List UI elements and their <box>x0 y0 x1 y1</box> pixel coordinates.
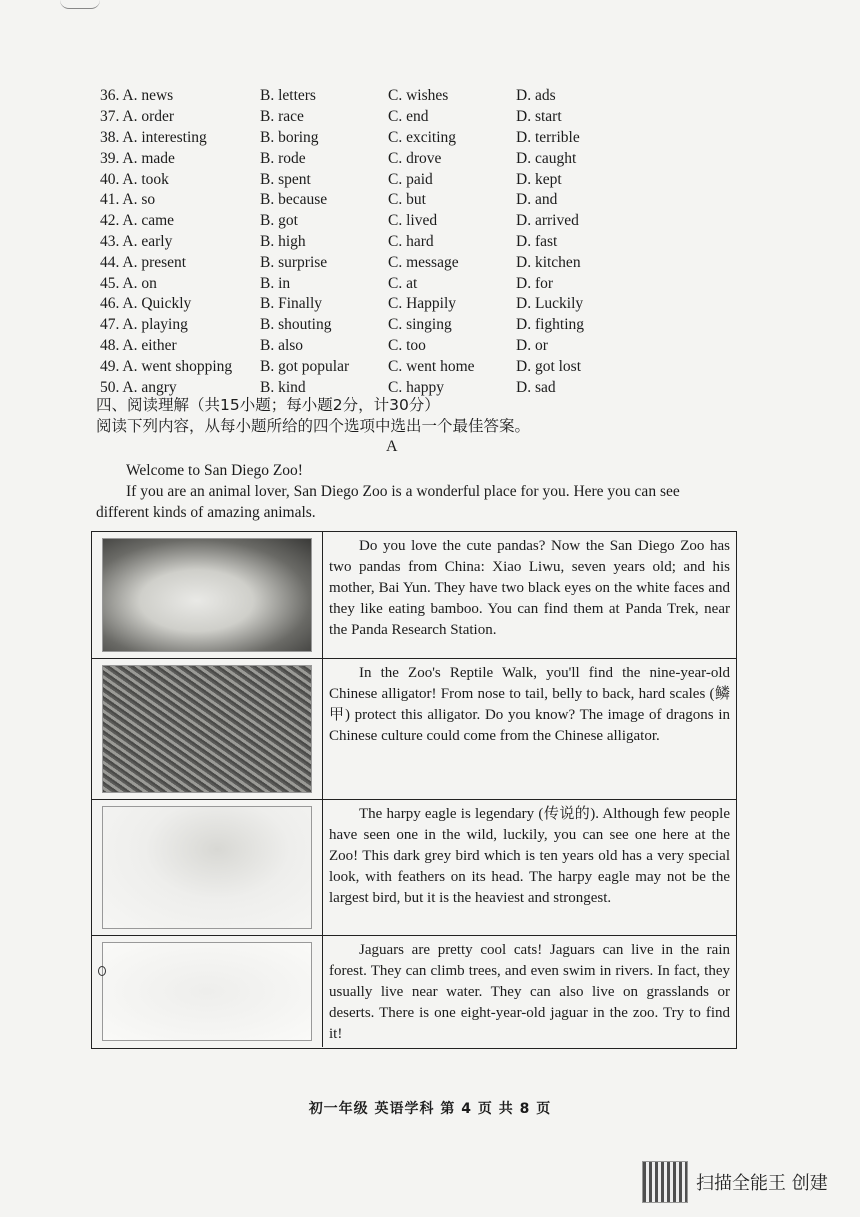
option-c: C. hard <box>388 232 434 250</box>
photo-cell <box>92 532 323 658</box>
option-c: C. lived <box>388 212 438 230</box>
section-title: 四、阅读理解（共15小题；每小题2分，计30分） <box>96 396 440 414</box>
passage-intro <box>96 460 732 523</box>
option-b: B. also <box>260 336 304 354</box>
page-footer: 初一年级 英语学科 第 4 页 共 8 页 <box>308 1101 552 1117</box>
option-d: D. start <box>516 108 562 126</box>
option-d: D. and <box>516 191 558 209</box>
option-d: D. fighting <box>516 316 585 334</box>
question-option-a: 49. A. went shopping <box>100 357 233 375</box>
table-row <box>92 532 736 659</box>
option-c: C. end <box>388 108 429 126</box>
option-row <box>100 336 620 357</box>
photo-cell <box>92 659 323 799</box>
option-b: B. got <box>260 212 298 230</box>
option-row <box>100 273 620 294</box>
option-c: C. at <box>388 274 418 292</box>
option-b: B. race <box>260 108 304 126</box>
option-d: D. got lost <box>516 357 582 375</box>
option-b: B. surprise <box>260 253 328 271</box>
option-row <box>100 128 620 149</box>
option-c: C. Happily <box>388 295 457 313</box>
option-b: B. kind <box>260 378 306 396</box>
table-row <box>92 800 736 936</box>
option-b: B. spent <box>260 170 311 188</box>
question-option-a: 44. A. present <box>100 253 187 271</box>
option-d: D. arrived <box>516 212 579 230</box>
option-row <box>100 232 620 253</box>
option-row <box>100 315 620 336</box>
option-c: C. paid <box>388 170 433 188</box>
animal-description: The harpy eagle is legendary (传说的). Although few people have seen one in the wild, luckily, you can see one here at the Zoo! This dark grey bird which is ten years old has a very special look, with feathers on its head. The harpy eagle may not be the largest bird, but it is the heaviest and strongest. <box>329 806 730 906</box>
option-row <box>100 211 620 232</box>
text-cell <box>323 532 736 658</box>
option-d: D. Luckily <box>516 295 584 313</box>
option-c: C. happy <box>388 378 444 396</box>
intro-text: If you are an animal lover, San Diego Zoo is a wonderful place for you. Here you can see different kinds of amazing animals. <box>96 483 680 521</box>
panda-photo <box>102 538 312 652</box>
option-c: C. went home <box>388 357 475 375</box>
eagle-photo <box>102 806 312 929</box>
option-c: C. but <box>388 191 426 209</box>
text-cell <box>323 936 736 1047</box>
option-b: B. because <box>260 191 328 209</box>
intro-title: Welcome to San Diego Zoo! <box>126 462 303 479</box>
option-c: C. drove <box>388 149 442 167</box>
animal-description: Do you love the cute pandas? Now the San Diego Zoo has two pandas from China: Xiao Liwu, seven years old; and his mother, Bai Yun. They have two black eyes on the white faces and they like eating bamboo. You can find them at Panda Trek, near the Panda Research Station. <box>329 538 730 638</box>
question-option-a: 38. A. interesting <box>100 128 207 146</box>
option-c: C. message <box>388 253 459 271</box>
table-row <box>92 936 736 1047</box>
option-row <box>100 294 620 315</box>
option-b: B. Finally <box>260 295 323 313</box>
alligator-photo <box>102 665 312 793</box>
option-d: D. sad <box>516 378 556 396</box>
question-option-a: 50. A. angry <box>100 378 177 396</box>
text-cell <box>323 800 736 935</box>
scanner-watermark <box>642 1161 828 1203</box>
option-d: D. for <box>516 274 554 292</box>
option-b: B. letters <box>260 87 316 105</box>
question-option-a: 48. A. either <box>100 336 177 354</box>
question-option-a: 46. A. Quickly <box>100 295 192 313</box>
question-option-a: 39. A. made <box>100 149 175 167</box>
animal-description: Jaguars are pretty cool cats! Jaguars can live in the rain forest. They can climb trees, and even swim in rivers. In fact, they usually live near water. They can also live on grasslands or deserts. There is one eight-year-old jaguar in the zoo. Try to find it! <box>329 942 730 1042</box>
option-b: B. boring <box>260 128 319 146</box>
question-option-a: 42. A. came <box>100 212 175 230</box>
circle-mark-icon <box>98 966 106 976</box>
question-option-a: 41. A. so <box>100 191 156 209</box>
option-b: B. in <box>260 274 291 292</box>
photo-cell <box>92 800 323 935</box>
option-b: B. shouting <box>260 316 332 334</box>
option-d: D. ads <box>516 87 556 105</box>
question-option-a: 47. A. playing <box>100 316 188 334</box>
option-row <box>100 190 620 211</box>
animal-description: In the Zoo's Reptile Walk, you'll find the nine-year-old Chinese alligator! From nose to tail, belly to back, hard scales (鳞甲) protect this alligator. Do you know? The image of dragons in Chinese culture could come from the Chinese alligator. <box>329 665 730 744</box>
qr-code-icon <box>642 1161 688 1203</box>
question-option-a: 37. A. order <box>100 108 175 126</box>
option-c: C. singing <box>388 316 452 334</box>
option-d: D. or <box>516 336 548 354</box>
text-cell <box>323 659 736 799</box>
option-d: D. kept <box>516 170 562 188</box>
question-option-a: 40. A. took <box>100 170 169 188</box>
option-d: D. fast <box>516 232 558 250</box>
watermark-text: 扫描全能王 创建 <box>696 1173 828 1194</box>
question-option-a: 45. A. on <box>100 274 157 292</box>
cloze-options <box>100 86 620 398</box>
option-row <box>100 148 620 169</box>
option-row <box>100 169 620 190</box>
photo-cell <box>92 936 323 1047</box>
question-option-a: 36. A. news <box>100 87 174 105</box>
option-row <box>100 252 620 273</box>
jaguar-photo <box>102 942 312 1041</box>
section-instructions: 阅读下列内容，从每小题所给的四个选项中选出一个最佳答案。 <box>96 417 531 435</box>
option-d: D. kitchen <box>516 253 581 271</box>
animal-table <box>91 531 737 1049</box>
option-c: C. exciting <box>388 128 457 146</box>
table-row <box>92 659 736 800</box>
option-row <box>100 86 620 107</box>
page-corner-mark <box>60 0 100 9</box>
option-d: D. caught <box>516 149 577 167</box>
option-b: B. rode <box>260 149 306 167</box>
option-row <box>100 107 620 128</box>
question-option-a: 43. A. early <box>100 232 173 250</box>
option-b: B. high <box>260 232 306 250</box>
option-c: C. wishes <box>388 87 449 105</box>
option-d: D. terrible <box>516 128 580 146</box>
option-b: B. got popular <box>260 357 350 375</box>
passage-letter: A <box>386 438 398 455</box>
option-row <box>100 356 620 377</box>
option-c: C. too <box>388 336 426 354</box>
